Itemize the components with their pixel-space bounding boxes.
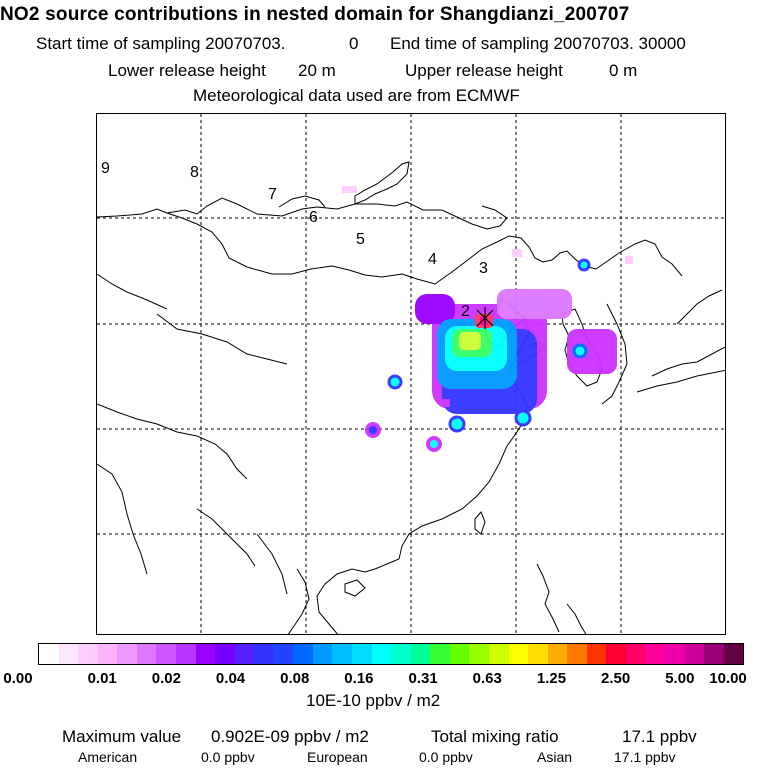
lower-release-value: 20 m	[298, 61, 336, 80]
colorbar-swatch	[509, 644, 529, 664]
colorbar-swatch	[196, 644, 216, 664]
colorbar-tick-label: 0.63	[472, 670, 502, 687]
colorbar-tick-label: 5.00	[665, 670, 695, 687]
colorbar-swatch	[685, 644, 705, 664]
asian-label: Asian	[537, 749, 573, 765]
colorbar-swatch	[528, 644, 548, 664]
colorbar-tick-label: 0.08	[280, 670, 310, 687]
asian-value: 17.1 ppbv	[614, 749, 676, 765]
european-value: 0.0 ppbv	[419, 749, 473, 765]
figure-title: NO2 source contributions in nested domain for Shangdianzi_200707	[0, 4, 630, 25]
max-value-label: Maximum value	[62, 727, 182, 746]
trajectory-label-6: 6	[309, 209, 318, 226]
colorbar-swatch	[215, 644, 235, 664]
no2-concentration-field	[342, 186, 633, 450]
trajectory-label-9: 9	[101, 160, 110, 177]
american-value: 0.0 ppbv	[201, 749, 255, 765]
colorbar-swatch	[235, 644, 255, 664]
colorbar-swatch	[293, 644, 313, 664]
upper-release-label: Upper release height	[405, 61, 563, 80]
colorbar-swatch	[352, 644, 372, 664]
end-time-label: End time of sampling 20070703. 30000	[390, 34, 686, 53]
colorbar-tick-label: 10.00	[709, 670, 747, 687]
colorbar-swatch	[98, 644, 118, 664]
map-panel	[96, 113, 726, 635]
colorbar-swatch	[450, 644, 470, 664]
colorbar-swatch	[411, 644, 431, 664]
colorbar-swatch	[587, 644, 607, 664]
map-svg	[97, 114, 726, 635]
colorbar-swatch	[156, 644, 176, 664]
colorbar-swatch	[332, 644, 352, 664]
colorbar-swatch	[430, 644, 450, 664]
met-data-line: Meteorological data used are from ECMWF	[193, 86, 520, 105]
colorbar-swatch	[704, 644, 724, 664]
colorbar-swatch	[39, 644, 59, 664]
lat-lon-grid	[97, 114, 726, 635]
colorbar-swatch	[391, 644, 411, 664]
colorbar-tick-label: 0.16	[344, 670, 374, 687]
colorbar-tick-label: 0.04	[215, 670, 246, 687]
colorbar-swatch	[724, 644, 744, 664]
colorbar-swatch	[665, 644, 685, 664]
colorbar-tick-label: 0.31	[408, 670, 438, 687]
colorbar-swatch	[254, 644, 274, 664]
colorbar-swatch	[313, 644, 333, 664]
colorbar-units: 10E-10 ppbv / m2	[306, 691, 441, 710]
colorbar-swatch	[274, 644, 294, 664]
trajectory-label-4: 4	[428, 251, 437, 268]
colorbar-swatch	[469, 644, 489, 664]
lower-release-label: Lower release height	[108, 61, 266, 80]
trajectory-label-8: 8	[190, 164, 199, 181]
colorbar-tick-label: 1.25	[536, 670, 567, 687]
colorbar-swatch	[606, 644, 626, 664]
colorbar-swatch	[137, 644, 157, 664]
colorbar-swatch	[117, 644, 137, 664]
colorbar-tick-label: 0.00	[3, 670, 33, 687]
trajectory-label-5: 5	[356, 231, 365, 248]
total-mixing-value: 17.1 ppbv	[622, 727, 697, 746]
trajectory-label-7: 7	[268, 186, 277, 203]
colorbar-tick-label: 0.01	[87, 670, 117, 687]
colorbar-swatch	[78, 644, 98, 664]
upper-release-value: 0 m	[609, 61, 638, 80]
colorbar-swatch	[645, 644, 665, 664]
colorbar-swatch	[372, 644, 392, 664]
colorbar-swatch	[567, 644, 587, 664]
trajectory-label-3: 3	[479, 260, 488, 277]
colorbar-swatch	[489, 644, 509, 664]
colorbar	[38, 643, 744, 665]
trajectory-label-2: 2	[461, 303, 470, 320]
start-time-value: 0	[349, 34, 359, 53]
colorbar-tick-label: 0.02	[151, 670, 181, 687]
colorbar-swatch	[59, 644, 79, 664]
european-label: European	[307, 749, 368, 765]
start-time-label: Start time of sampling 20070703.	[36, 34, 286, 53]
american-label: American	[78, 749, 138, 765]
colorbar-swatch	[176, 644, 196, 664]
total-mixing-label: Total mixing ratio	[431, 727, 559, 746]
colorbar-swatch	[548, 644, 568, 664]
colorbar-tick-label: 2.50	[601, 670, 631, 687]
max-value: 0.902E-09 ppbv / m2	[211, 727, 369, 746]
colorbar-swatch	[626, 644, 646, 664]
